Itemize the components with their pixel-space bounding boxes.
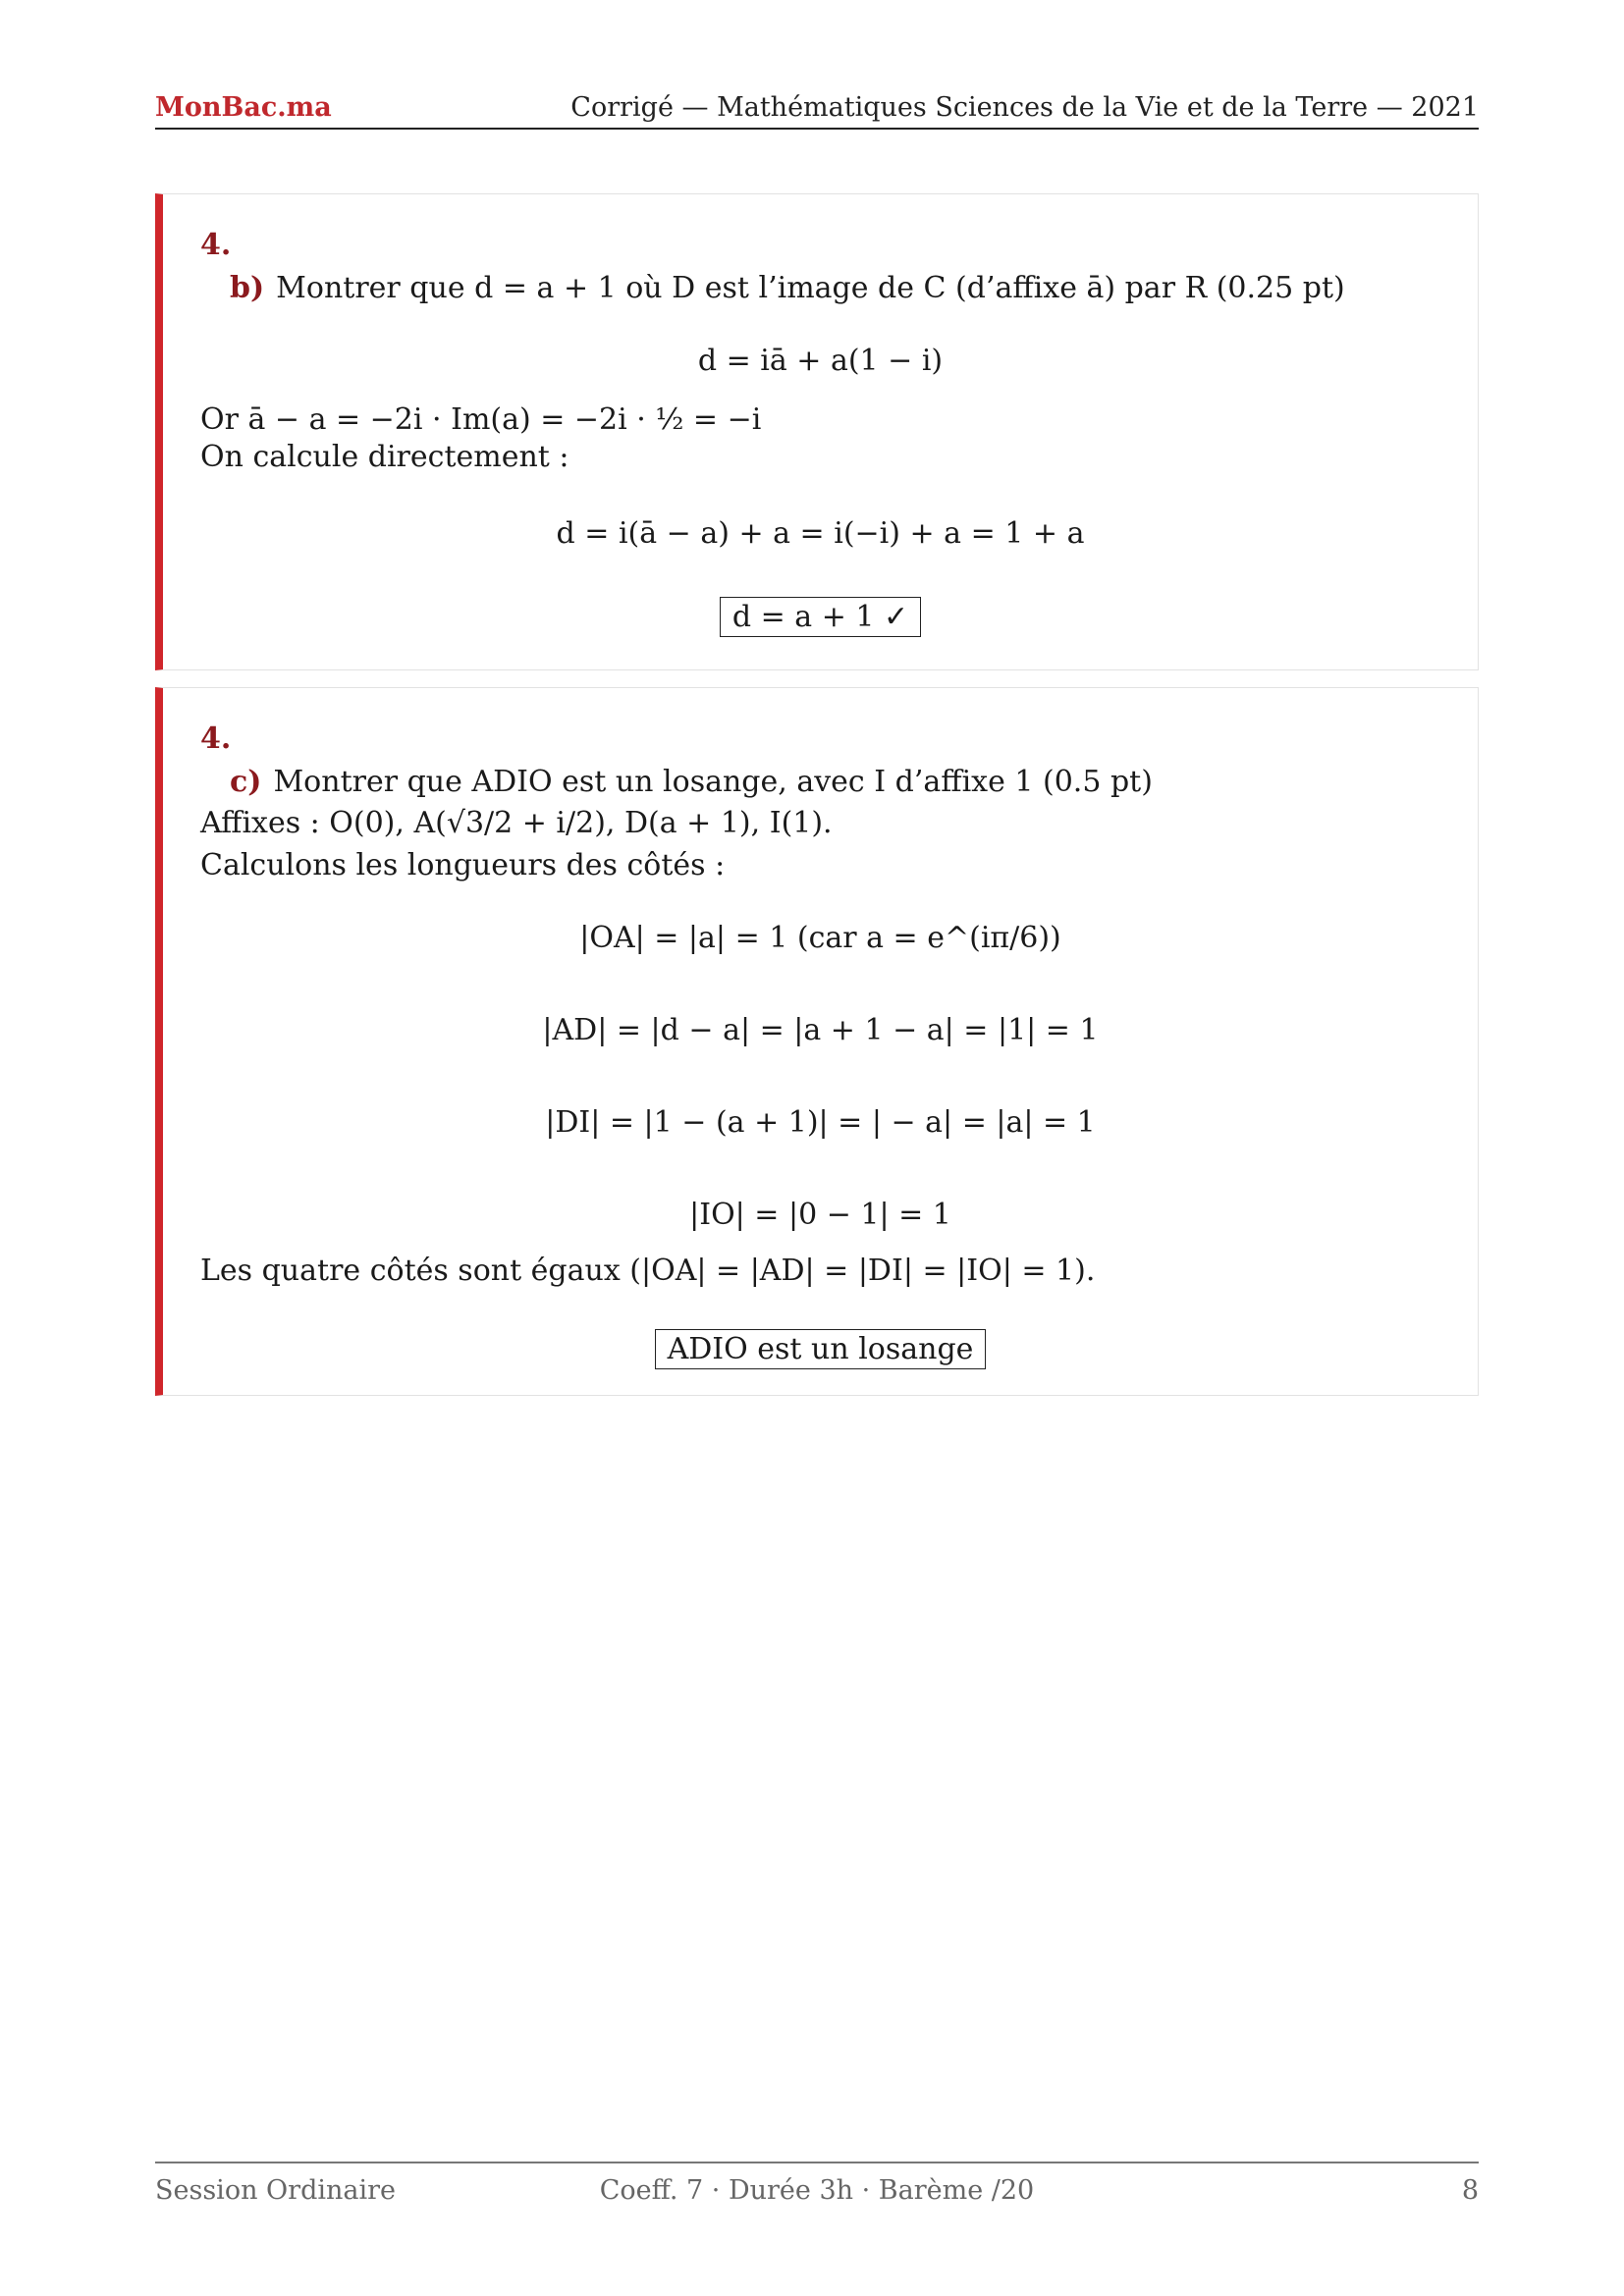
brand-logo-text: MonBac.ma xyxy=(155,92,332,123)
question-statement xyxy=(230,271,1345,305)
footer-session: Session Ordinaire xyxy=(155,2175,397,2206)
equation-oa: |OA| = |a| = 1 (car a = e^(iπ/6)) xyxy=(579,921,1061,955)
text-calc-sides: Calculons les longueurs des côtés : xyxy=(200,848,726,882)
text-direct-calc: On calcule directement : xyxy=(200,440,569,474)
equation-di: |DI| = |1 − (a + 1)| = | − a| = |a| = 1 xyxy=(545,1105,1096,1140)
question-number: 4. xyxy=(200,721,232,756)
equation-d-expansion: d = i(ā − a) + a = i(−i) + a = 1 + a xyxy=(556,516,1085,551)
footer-exam-info: Coeff. 7 · Durée 3h · Barème /20 xyxy=(599,2175,1035,2206)
answer-block-4c xyxy=(155,687,1479,1396)
answer-block-4b xyxy=(155,193,1479,670)
text-affixes: Affixes : O(0), A(√3/2 + i/2), D(a + 1), I(1). xyxy=(200,806,833,840)
page-number: 8 xyxy=(1461,2175,1479,2206)
equation-io: |IO| = |0 − 1| = 1 xyxy=(689,1198,951,1232)
page-footer xyxy=(155,2162,1479,2206)
page-header xyxy=(155,90,1479,130)
text-conjugate-difference: Or ā − a = −2i · Im(a) = −2i · ½ = −i xyxy=(200,402,762,437)
question-number: 4. xyxy=(200,228,232,262)
question-statement xyxy=(230,765,1153,799)
equation-ad: |AD| = |d − a| = |a + 1 − a| = |1| = 1 xyxy=(542,1013,1099,1047)
header-title: Corrigé — Mathématiques Sciences de la Vie et de la Terre — 2021 xyxy=(570,92,1479,123)
question-label: b) xyxy=(230,271,265,305)
question-text: Montrer que ADIO est un losange, avec I d’affixe 1 (0.5 pt) xyxy=(273,765,1153,799)
question-text: Montrer que d = a + 1 où D est l’image de C (d’affixe ā) par R (0.25 pt) xyxy=(276,271,1345,305)
question-label: c) xyxy=(230,765,262,799)
boxed-result-d: d = a + 1 ✓ xyxy=(720,597,921,637)
result-box-wrapper xyxy=(163,597,1478,637)
boxed-result-losange: ADIO est un losange xyxy=(655,1329,987,1369)
text-conclusion: Les quatre côtés sont égaux (|OA| = |AD| = |DI| = |IO| = 1). xyxy=(200,1254,1096,1288)
equation-d: d = iā + a(1 − i) xyxy=(697,344,944,378)
result-box-wrapper xyxy=(163,1329,1478,1369)
